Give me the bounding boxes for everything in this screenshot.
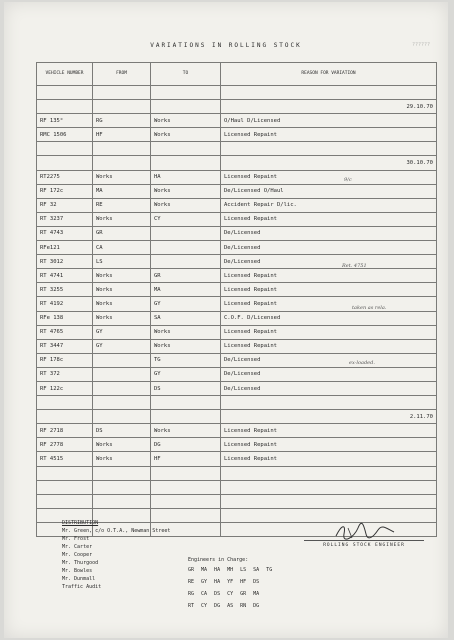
date-row — [37, 156, 437, 170]
reason-cell: De/Licensed — [221, 255, 437, 269]
engineers-row: GR MA HA MH LS SA TG — [188, 567, 273, 573]
date-row — [37, 100, 437, 114]
engineers-heading: Engineers in Charge: — [188, 557, 249, 563]
empty-cell — [37, 494, 93, 508]
vehicle-number-cell: RMC 1506 — [37, 128, 93, 142]
signature-caption: ROLLING STOCK ENGINEER — [323, 543, 405, 548]
empty-cell — [37, 156, 93, 170]
handwritten-note: taken as rela. — [352, 305, 387, 311]
table-row — [37, 353, 437, 367]
table-row — [37, 114, 437, 128]
reason-cell: De/Licensed — [221, 241, 437, 255]
empty-cell — [221, 86, 437, 100]
blank-row — [37, 86, 437, 100]
empty-cell — [93, 466, 151, 480]
vehicle-number-cell: RT 4765 — [37, 325, 93, 339]
table-row — [37, 311, 437, 325]
table-row — [37, 198, 437, 212]
from-cell: RG — [93, 114, 151, 128]
variations-table — [36, 62, 437, 537]
reason-cell: Licensed Repaint — [221, 212, 437, 226]
empty-cell — [221, 522, 437, 536]
from-cell: Works — [93, 452, 151, 466]
empty-cell — [37, 100, 93, 114]
handwritten-note: ex-loaded. — [349, 360, 375, 366]
empty-cell — [221, 508, 437, 522]
to-cell: GY — [151, 297, 221, 311]
handwritten-note: 9/c — [344, 177, 352, 183]
to-cell: HF — [151, 452, 221, 466]
reason-cell: De/Licensed — [221, 353, 437, 367]
reason-cell: Licensed Repaint — [221, 269, 437, 283]
to-cell: SA — [151, 311, 221, 325]
date-cell: 29.10.70 — [221, 100, 437, 114]
reason-cell: De/Licensed O/Haul — [221, 184, 437, 198]
empty-cell — [151, 156, 221, 170]
vehicle-number-cell: RF 2718 — [37, 424, 93, 438]
date-cell: 2.11.70 — [221, 410, 437, 424]
blank-row — [37, 494, 437, 508]
table-row — [37, 381, 437, 395]
to-cell: GY — [151, 367, 221, 381]
blank-row — [37, 396, 437, 410]
distribution-line: Mr. Bowles — [62, 568, 93, 574]
reason-cell: Licensed Repaint — [221, 297, 437, 311]
empty-cell — [221, 480, 437, 494]
table-row — [37, 283, 437, 297]
empty-cell — [37, 86, 93, 100]
vehicle-number-cell: RT 4741 — [37, 269, 93, 283]
to-cell — [151, 255, 221, 269]
vehicle-number-cell: RT 4515 — [37, 452, 93, 466]
table-row — [37, 212, 437, 226]
table-row — [37, 128, 437, 142]
vehicle-number-cell: RT 3012 — [37, 255, 93, 269]
from-cell — [93, 381, 151, 395]
vehicle-number-cell: RT 372 — [37, 367, 93, 381]
header-reason: REASON FOR VARIATION — [221, 63, 437, 86]
vehicle-number-cell: RT 4192 — [37, 297, 93, 311]
table-row — [37, 255, 437, 269]
table-row — [37, 367, 437, 381]
vehicle-number-cell: RF 122c — [37, 381, 93, 395]
reason-cell: Licensed Repaint — [221, 339, 437, 353]
reason-cell: Accident Repair D/lic. — [221, 198, 437, 212]
table-header-row — [37, 63, 437, 86]
reason-cell: De/Licensed — [221, 381, 437, 395]
empty-cell — [93, 142, 151, 156]
vehicle-number-cell: RT 3447 — [37, 339, 93, 353]
to-cell — [151, 226, 221, 240]
table-row — [37, 325, 437, 339]
reason-cell: Licensed Repaint — [221, 170, 437, 184]
empty-cell — [37, 466, 93, 480]
to-cell: Works — [151, 339, 221, 353]
table-row — [37, 170, 437, 184]
vehicle-number-cell: RFe121 — [37, 241, 93, 255]
empty-cell — [93, 410, 151, 424]
empty-cell — [37, 396, 93, 410]
empty-cell — [93, 86, 151, 100]
table-row — [37, 241, 437, 255]
date-row — [37, 410, 437, 424]
empty-cell — [93, 494, 151, 508]
vehicle-number-cell: RF 2778 — [37, 438, 93, 452]
from-cell: Works — [93, 283, 151, 297]
from-cell: MA — [93, 184, 151, 198]
vehicle-number-cell: RFe 138 — [37, 311, 93, 325]
table-row — [37, 438, 437, 452]
empty-cell — [221, 142, 437, 156]
empty-cell — [151, 396, 221, 410]
to-cell: CY — [151, 212, 221, 226]
to-cell: Works — [151, 128, 221, 142]
engineers-block — [188, 556, 272, 612]
table-row — [37, 339, 437, 353]
to-cell: HA — [151, 170, 221, 184]
vehicle-number-cell: RT 4743 — [37, 226, 93, 240]
distribution-line: Traffic Audit — [62, 584, 102, 590]
distribution-heading: DISTRIBUTION — [62, 520, 99, 526]
from-cell: Works — [93, 212, 151, 226]
to-cell: Works — [151, 198, 221, 212]
from-cell: Works — [93, 438, 151, 452]
signature-scrawl-icon — [334, 522, 398, 542]
reason-cell: C.O.F. D/Licensed — [221, 311, 437, 325]
date-cell: 30.10.70 — [221, 156, 437, 170]
empty-cell — [221, 396, 437, 410]
empty-cell — [37, 480, 93, 494]
empty-cell — [93, 480, 151, 494]
blank-row — [37, 466, 437, 480]
vehicle-number-cell: RF 135° — [37, 114, 93, 128]
distribution-line: Mr. Carter — [62, 544, 93, 550]
empty-cell — [37, 410, 93, 424]
to-cell: DG — [151, 438, 221, 452]
document-title: VARIATIONS IN ROLLING STOCK — [150, 42, 302, 49]
reason-cell: De/Licensed — [221, 226, 437, 240]
reason-cell: O/Haul D/Licensed — [221, 114, 437, 128]
vehicle-number-cell: RF 32 — [37, 198, 93, 212]
table-row — [37, 269, 437, 283]
empty-cell — [221, 466, 437, 480]
distribution-line: Mr. Frost — [62, 536, 90, 542]
empty-cell — [221, 494, 437, 508]
vehicle-number-cell: RF 172c — [37, 184, 93, 198]
empty-cell — [93, 396, 151, 410]
distribution-line: Mr. Thurgood — [62, 560, 99, 566]
engineers-row: RT CY DG AS RN DG — [188, 603, 260, 609]
from-cell: RE — [93, 198, 151, 212]
empty-cell — [37, 142, 93, 156]
header-from: FROM — [93, 63, 151, 86]
from-cell: Works — [93, 269, 151, 283]
to-cell: Works — [151, 184, 221, 198]
reason-cell: Licensed Repaint — [221, 452, 437, 466]
empty-cell — [93, 156, 151, 170]
to-cell: Works — [151, 325, 221, 339]
header-vehicle-number: VEHICLE NUMBER — [37, 63, 93, 86]
table-body — [37, 86, 437, 537]
distribution-line: Mr. Cooper — [62, 552, 93, 558]
table-row — [37, 424, 437, 438]
to-cell: TG — [151, 353, 221, 367]
reason-cell: Licensed Repaint — [221, 424, 437, 438]
document-page — [4, 2, 448, 638]
vehicle-number-cell: RT 3237 — [37, 212, 93, 226]
from-cell — [93, 367, 151, 381]
vehicle-number-cell: RT 3255 — [37, 283, 93, 297]
table-row — [37, 226, 437, 240]
from-cell: GR — [93, 226, 151, 240]
to-cell: DS — [151, 381, 221, 395]
empty-cell — [93, 100, 151, 114]
engineers-row: RG CA DS CY GR MA — [188, 591, 260, 597]
from-cell: CA — [93, 241, 151, 255]
distribution-line: Mr. Green, c/o O.T.A., Newman Street — [62, 528, 171, 534]
empty-cell — [151, 100, 221, 114]
reason-cell: Licensed Repaint — [221, 128, 437, 142]
to-cell: Works — [151, 424, 221, 438]
blank-row — [37, 142, 437, 156]
reason-cell: Licensed Repaint — [221, 283, 437, 297]
reason-cell: Licensed Repaint — [221, 438, 437, 452]
distribution-line: Mr. Dunmall — [62, 576, 96, 582]
to-cell: Works — [151, 114, 221, 128]
handwritten-note: Ret. 4751 — [342, 263, 367, 269]
empty-cell — [151, 480, 221, 494]
signature-line — [304, 540, 424, 541]
from-cell: LS — [93, 255, 151, 269]
table-row — [37, 452, 437, 466]
empty-cell — [151, 410, 221, 424]
empty-cell — [151, 142, 221, 156]
empty-cell — [151, 466, 221, 480]
from-cell: GY — [93, 339, 151, 353]
from-cell: DS — [93, 424, 151, 438]
from-cell: GY — [93, 325, 151, 339]
table-row — [37, 184, 437, 198]
reason-cell: Licensed Repaint — [221, 325, 437, 339]
to-cell: GR — [151, 269, 221, 283]
empty-cell — [151, 86, 221, 100]
from-cell: Works — [93, 311, 151, 325]
from-cell: Works — [93, 297, 151, 311]
vehicle-number-cell: RF 178c — [37, 353, 93, 367]
corner-mark: ?????? — [411, 42, 430, 48]
to-cell: MA — [151, 283, 221, 297]
distribution-list — [62, 519, 170, 591]
from-cell — [93, 353, 151, 367]
empty-cell — [151, 494, 221, 508]
engineers-row: RE GY HA YF HF DS — [188, 579, 260, 585]
from-cell: HF — [93, 128, 151, 142]
vehicle-number-cell: RT2275 — [37, 170, 93, 184]
blank-row — [37, 480, 437, 494]
reason-cell: De/Licensed — [221, 367, 437, 381]
header-to: TO — [151, 63, 221, 86]
from-cell: Works — [93, 170, 151, 184]
to-cell — [151, 241, 221, 255]
